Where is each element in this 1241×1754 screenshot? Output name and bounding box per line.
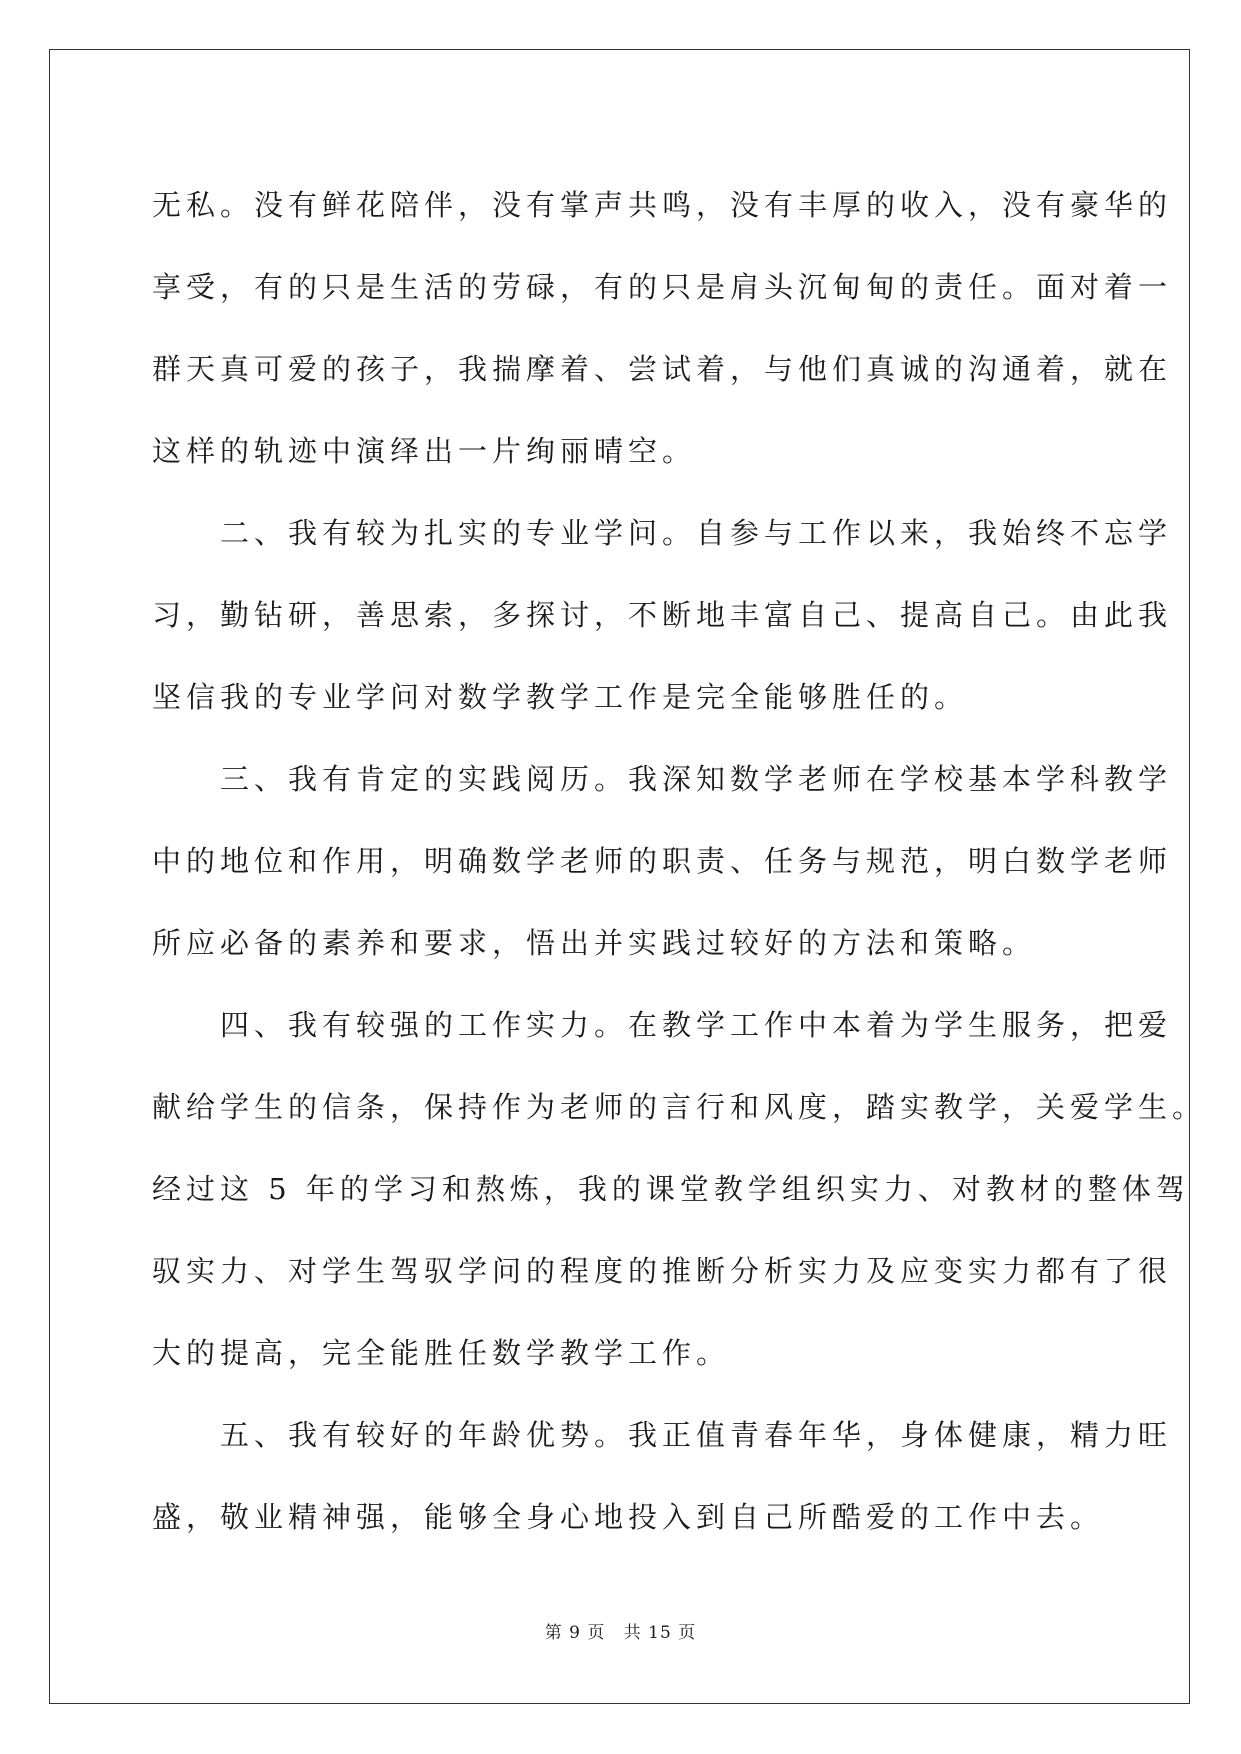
text-line: 享受，有的只是生活的劳碌，有的只是肩头沉甸甸的责任。面对着一 — [152, 270, 1173, 304]
page-total: 共 15 页 — [623, 1623, 697, 1643]
text-line: 习，勤钻研，善思索，多探讨，不断地丰富自己、提高自己。由此我 — [152, 598, 1173, 632]
text-line: 群天真可爱的孩子，我揣摩着、尝试着，与他们真诚的沟通着，就在 — [152, 352, 1173, 386]
text-line: 三、我有肯定的实践阅历。我深知数学老师在学校基本学科教学 — [220, 762, 1173, 796]
text-line: 驭实力、对学生驾驭学问的程度的推断分析实力及应变实力都有了很 — [152, 1254, 1173, 1288]
text-line: 所应必备的素养和要求，悟出并实践过较好的方法和策略。 — [152, 926, 1037, 960]
paragraph-2 — [152, 492, 1173, 738]
paragraph-4 — [152, 984, 1207, 1394]
text-line: 这样的轨迹中演绎出一片绚丽晴空。 — [152, 434, 697, 468]
text-line: 中的地位和作用，明确数学老师的职责、任务与规范，明白数学老师 — [152, 844, 1173, 878]
text-line: 坚信我的专业学问对数学教学工作是完全能够胜任的。 — [152, 680, 969, 714]
document-body — [152, 164, 1207, 1558]
paragraph-3 — [152, 738, 1173, 984]
text-line: 五、我有较好的年龄优势。我正值青春年华，身体健康，精力旺 — [220, 1418, 1173, 1452]
page-number: 第 9 页 — [544, 1623, 606, 1643]
text-line: 四、我有较强的工作实力。在教学工作中本着为学生服务，把爱 — [220, 1008, 1173, 1042]
page-footer — [0, 1618, 1241, 1643]
text-line: 无私。没有鲜花陪伴，没有掌声共鸣，没有丰厚的收入，没有豪华的 — [152, 188, 1173, 222]
text-line: 献给学生的信条，保持作为老师的言行和风度，踏实教学，关爱学生。 — [152, 1090, 1207, 1124]
text-line: 大的提高，完全能胜任数学教学工作。 — [152, 1336, 731, 1370]
text-line: 盛，敬业精神强，能够全身心地投入到自己所酷爱的工作中去。 — [152, 1500, 1105, 1534]
paragraph-5 — [152, 1394, 1173, 1558]
text-line: 二、我有较为扎实的专业学问。自参与工作以来，我始终不忘学 — [220, 516, 1173, 550]
text-line: 经过这 5 年的学习和熬炼，我的课堂教学组织实力、对教材的整体驾 — [152, 1172, 1190, 1206]
paragraph-continued — [152, 164, 1173, 492]
